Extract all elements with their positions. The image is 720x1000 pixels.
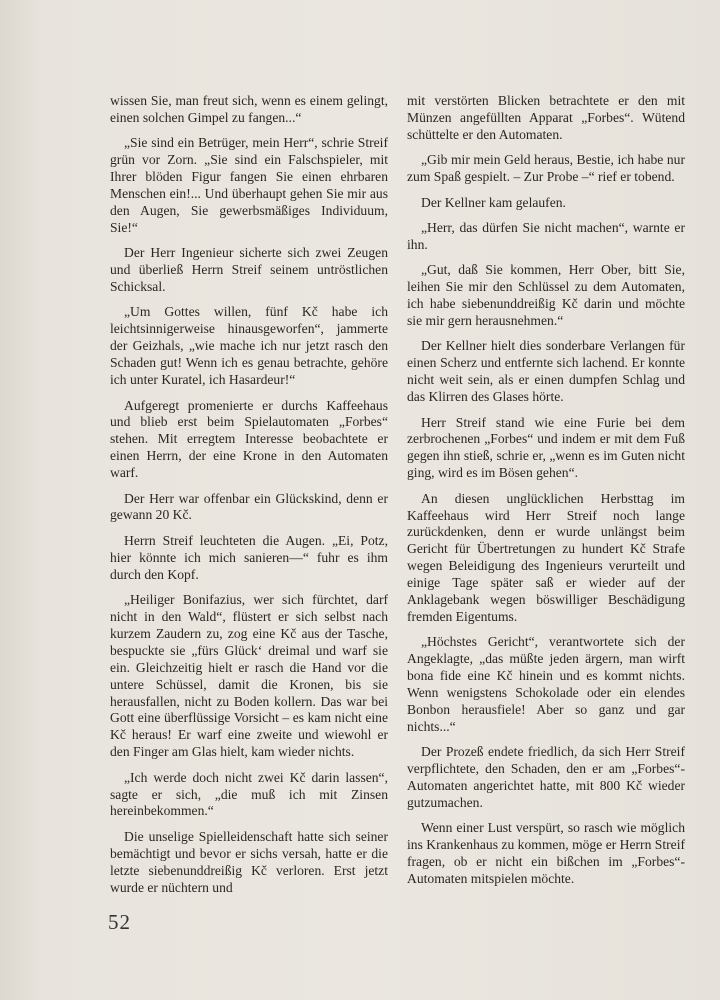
- paragraph: „Höchstes Gericht“, verantwortete sich der Angeklagte, „das müßte jeden ärgern, man wirft bona fide eine Kč hinein und es kommt nichts. Wenn wenigstens Schokolade oder ein elendes Bonbon herausfiele! Aber so ganz und gar nichts...“: [407, 634, 685, 734]
- paragraph: „Gib mir mein Geld heraus, Bestie, ich habe nur zum Spaß gespielt. – Zur Probe –“ rief er tobend.: [407, 152, 685, 185]
- paragraph: mit verstörten Blicken betrachtete er den mit Münzen angefüllten Apparat „Forbes“. Wütend schüttelte er den Automaten.: [407, 93, 685, 142]
- paragraph: Die unselige Spielleidenschaft hatte sich seiner bemächtigt und bevor er sichs versah, hatte er die letzte siebenunddreißig Kč verloren. Erst jetzt wurde er nüchtern und: [110, 828, 388, 895]
- paragraph: wissen Sie, man freut sich, wenn es einem gelingt, einen solchen Gimpel zu fangen...“: [110, 93, 388, 125]
- paragraph: Der Kellner kam gelaufen.: [421, 194, 566, 210]
- paragraph: „Um Gottes willen, fünf Kč habe ich leichtsinnigerweise hinausgeworfen“, jammerte der Geizhals, „wie mache ich nur jetzt rasch den Schaden gut! Wenn ich es genau betrachte, gehöre ich unter Kuratel, ich Hasardeur!“: [110, 304, 388, 388]
- paragraph: Wenn einer Lust verspürt, so rasch wie möglich ins Krankenhaus zu kommen, möge er Herrn Streif fragen, ob er nicht ein bißchen im „Forbes“-Automaten mitspielen möchte.: [407, 820, 685, 887]
- paragraph: „Heiliger Bonifazius, wer sich fürchtet, darf nicht in den Wald“, flüstert er sich selbst nach kurzem Zaudern zu, zog eine Kč aus der Tasche, bespuckte sie „fürs Glück‘ dreimal und warf sie ein. Gleichzeitig hielt er rasch die Hand vor die untere Schüssel, damit die Kronen, bis sie herausfallen, nicht zu Boden kollern. Das war bei Gott eine überflüssige Vorsicht – es kam nicht eine Kč heraus! Er warf eine zweite und wiewohl er den Finger am Glas hielt, kam wieder nichts.: [110, 592, 388, 760]
- paragraph: Der Kellner hielt dies sonderbare Verlangen für einen Scherz und entfernte sich lachend. Er konnte nicht weit sein, als er einen dumpfen Schlag und das Klirren des Glases hörte.: [407, 338, 685, 405]
- paragraph: Herrn Streif leuchteten die Augen. „Ei, Potz, hier könnte ich mich sanieren—“ fuhr es ihm durch den Kopf.: [110, 532, 388, 582]
- paragraph: „Sie sind ein Betrüger, mein Herr“, schrie Streif grün vor Zorn. „Sie sind ein Falschspieler, mit Ihrer blöden Figur fangen Sie einen ehrbaren Menschen ein!... Und überhaupt gehen Sie mir aus den Augen, Sie gewerbsmäßiges Individuum, Sie!“: [110, 135, 388, 235]
- paragraph: „Ich werde doch nicht zwei Kč darin lassen“, sagte er sich, „die muß ich mit Zinsen hereinbekommen.“: [110, 769, 388, 819]
- page-number: 52: [108, 910, 131, 934]
- paragraph: Herr Streif stand wie eine Furie bei dem zerbrochenen „Forbes“ und indem er mit dem Fuß gegen ihn stieß, schrie er, „wenn es im Guten nicht ging, wird es im Bösen gehen“.: [407, 414, 685, 481]
- paragraph: Der Herr Ingenieur sicherte sich zwei Zeugen und überließ Herrn Streif seinem untröstlichen Schicksal.: [110, 245, 388, 295]
- paragraph: Der Herr war offenbar ein Glückskind, denn er gewann 20 Kč.: [110, 490, 388, 523]
- left-text-column: [110, 93, 388, 905]
- paragraph: An diesen unglücklichen Herbsttag im Kaffeehaus wird Herr Streif noch lange zurückdenken, denn er wurde unlängst beim Gericht für Übertretungen zu hundert Kč Strafe wegen Beleidigung des Ingenieurs verurteilt und einige Tage später saß er wieder auf der Anklagebank wegen böswilliger Beschädigung fremden Eigentums.: [407, 490, 685, 624]
- paragraph: „Herr, das dürfen Sie nicht machen“, warnte er ihn.: [407, 219, 685, 252]
- right-text-column: [407, 93, 685, 897]
- paragraph: Der Prozeß endete friedlich, da sich Herr Streif verpflichtete, den Schaden, den er am „Forbes“-Automaten angerichtet hatte, mit 800 Kč wieder gutzumachen.: [407, 744, 685, 811]
- paragraph: Aufgeregt promenierte er durchs Kaffeehaus und blieb erst beim Spielautomaten „Forbes“ stehen. Mit erregtem Interesse beobachtete er einen Herrn, der eine Krone in den Automaten warf.: [110, 397, 388, 481]
- paragraph: „Gut, daß Sie kommen, Herr Ober, bitt Sie, leihen Sie mir den Schlüssel zu dem Automaten, ich habe siebenunddreißig Kč darin und möchte sie mir gern herausnehmen.“: [407, 262, 685, 328]
